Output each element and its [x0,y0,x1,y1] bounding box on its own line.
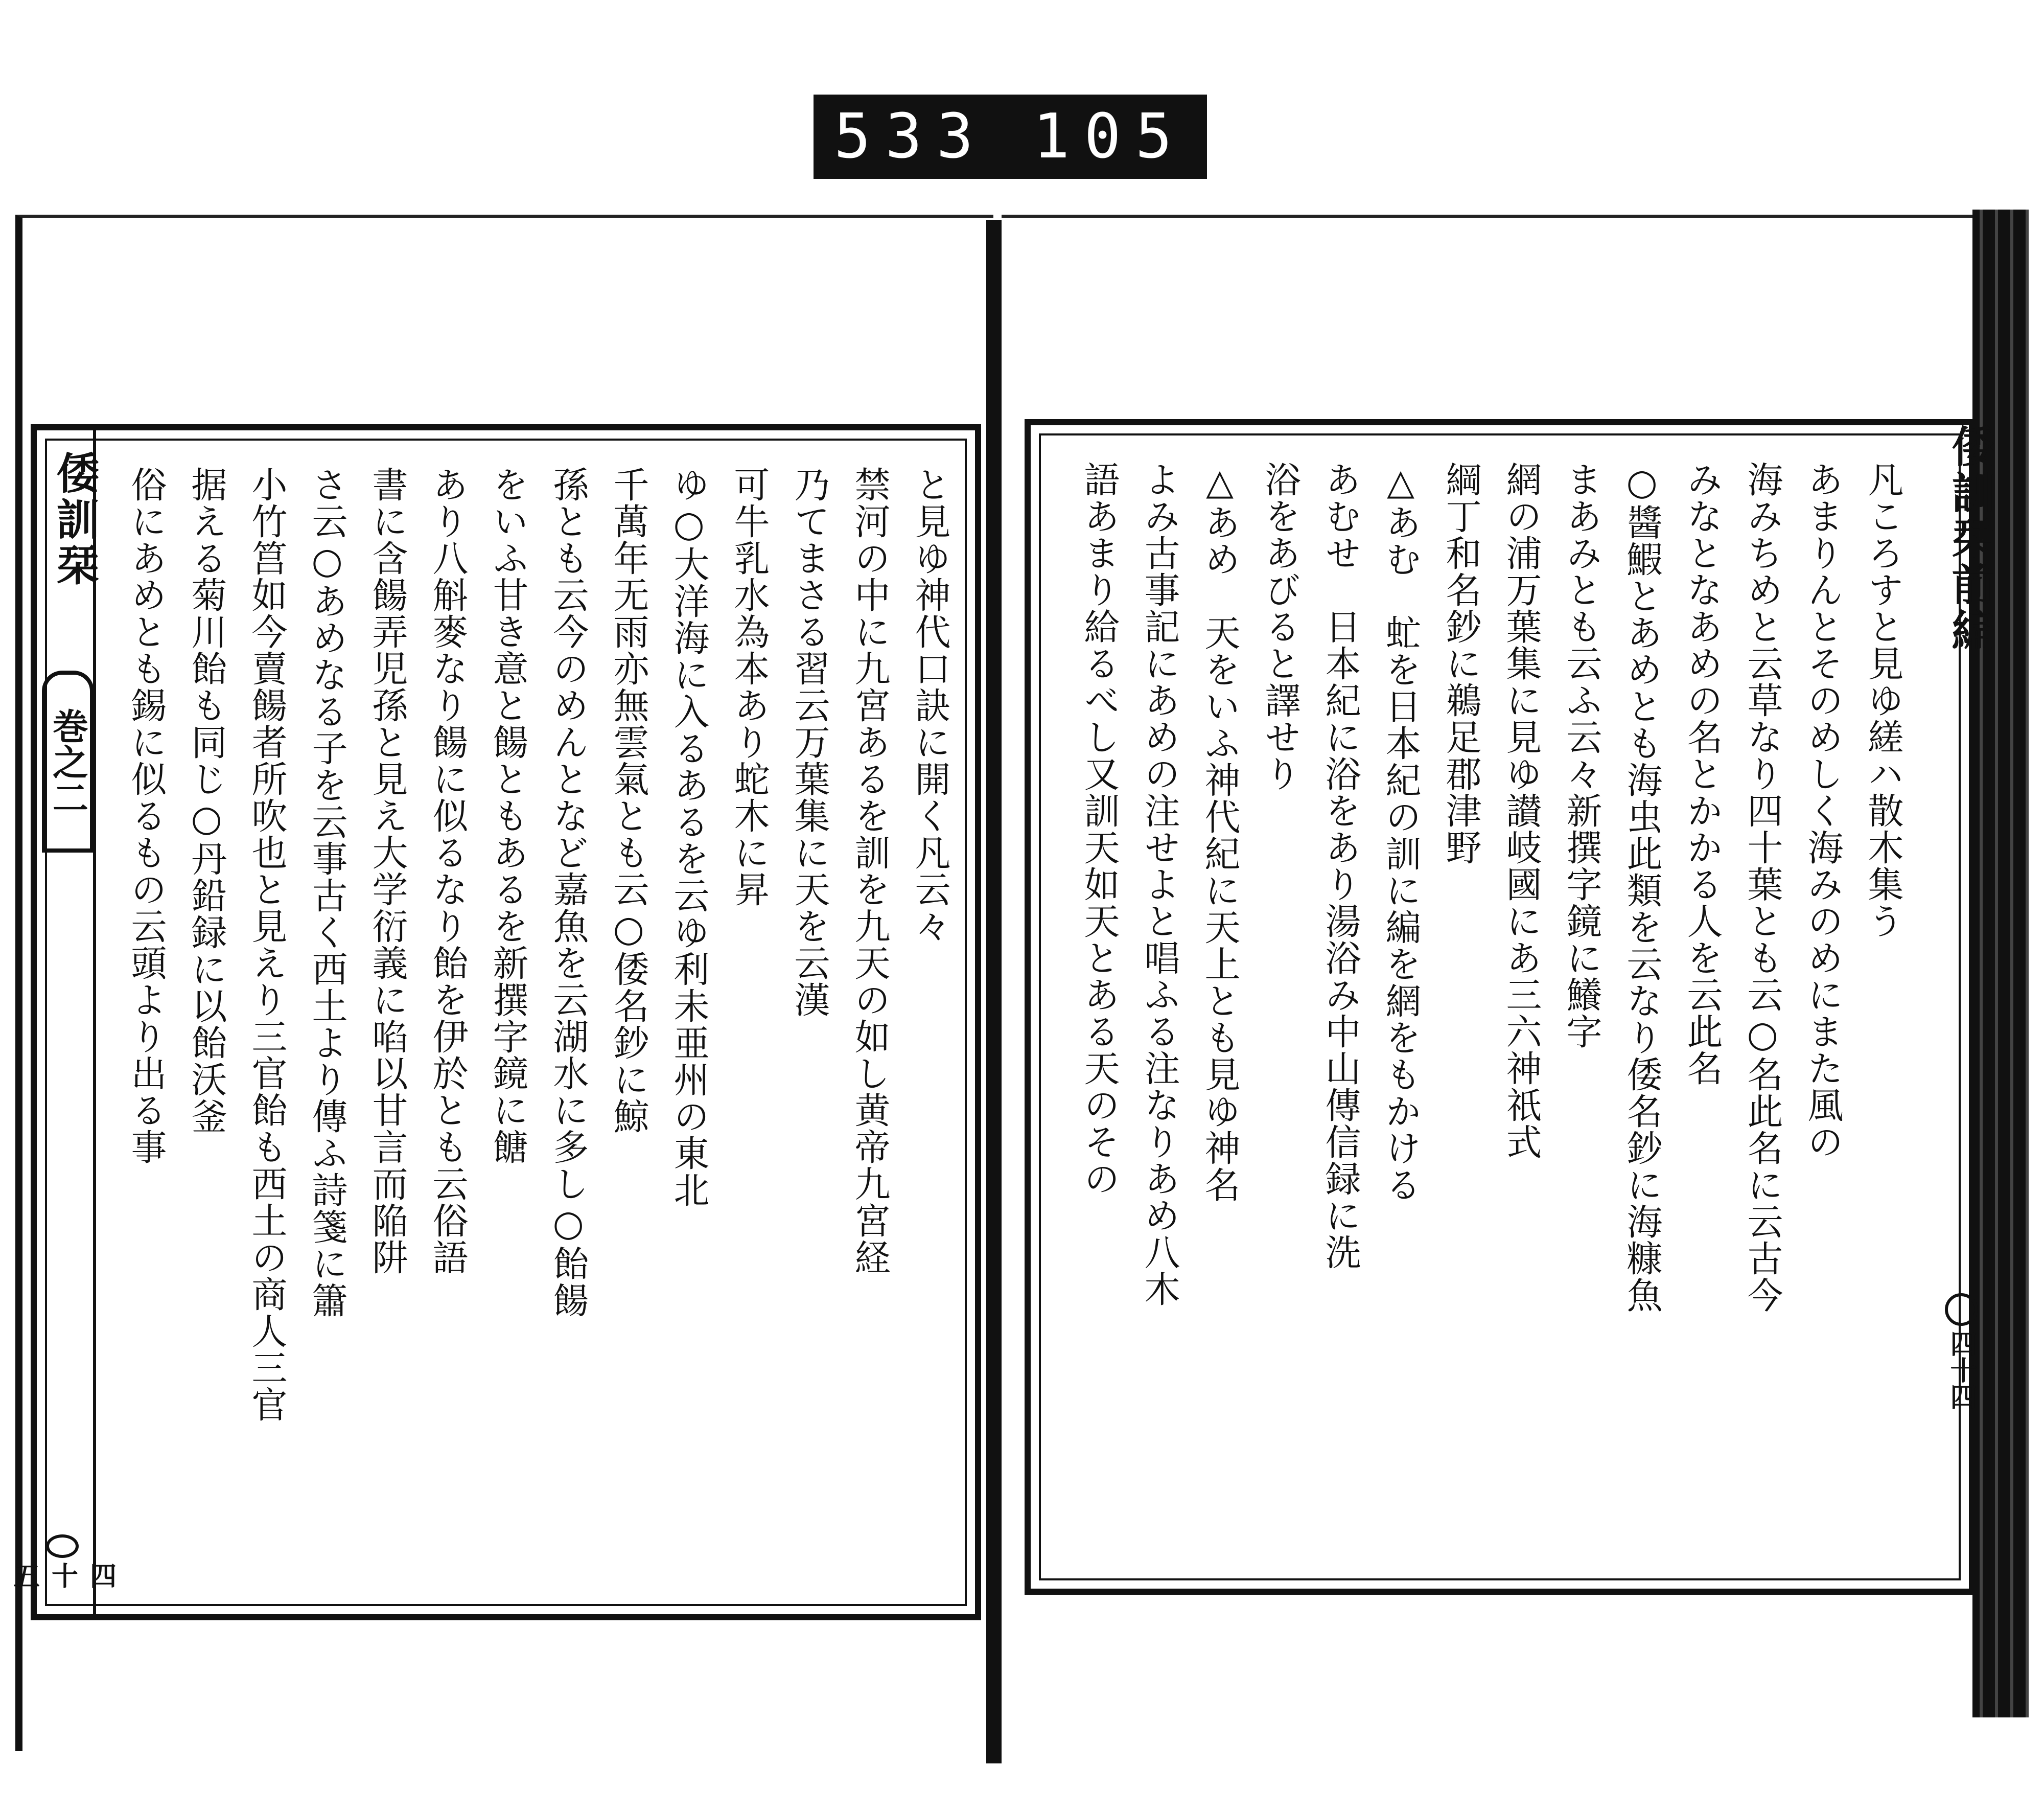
circle-mark-icon [46,1534,79,1558]
right-page-number-text: 四十四 [1945,1330,1977,1410]
text-column: 浴をあびると譯せり [1259,461,1301,792]
circle-mark-icon [1945,1293,1978,1326]
catalog-tag [814,95,1207,179]
text-column: 語あまり給るべし又訓天如天とある天のその [1078,461,1120,1197]
text-column: 凡ころすと見ゆ縒ハ散木集う [1862,461,1904,939]
catalog-number-left: 533 [834,101,988,172]
right-running-head: 倭訓栞前編 [1945,424,1995,654]
book-gutter [986,220,1002,1763]
text-column: 俗にあめとも錫に似るもの云頭より出る事 [125,466,167,1165]
text-column: と見ゆ神代口訣に開く凡云々 [909,466,951,945]
text-column: さ云○あめなる子を云事古く西土より傳ふ詩箋に簫 [306,466,348,1319]
text-column: △あむ 虻を日本紀の訓に編を網をもかける [1380,461,1422,1203]
text-column: まあみとも云ふ云々新撰字鏡に鱶字 [1561,461,1602,1050]
text-column: をいふ甘き意と餳ともあるを新撰字鏡に餹 [487,466,529,1165]
text-column: △あめ 天をいふ神代紀に天上とも見ゆ神名 [1199,461,1241,1203]
text-column: 綱丁和名鈔に鵜足郡津野 [1440,461,1482,866]
text-column: あまりんとそのめしく海みのめにまた風の [1802,461,1844,1160]
left-header-title: 倭訓栞 [50,451,100,589]
right-page-number [1942,1293,1980,1410]
left-page-frame [8,424,981,1620]
left-header-strip [8,430,117,1614]
text-column: 孫とも云今のめんとなど嘉魚を云湖水に多し○飴餳 [547,466,589,1319]
text-column: 乃てまさる習云万葉集に天を云漢 [788,466,830,1018]
text-column: あり八斛麥なり餳に似るなり飴を伊於とも云俗語 [427,466,469,1276]
catalog-number-right: 105 [1033,101,1187,172]
text-column: 海みちめと云草なり四十葉とも云○名此名に云古今 [1741,461,1783,1314]
text-column: 網の浦万葉集に見ゆ讃岐國にあ三六神祇式 [1500,461,1542,1160]
text-column: 書に含餳弄児孫と見え大学衍義に啗以甘言而陥阱 [366,466,408,1276]
left-text-columns [103,466,955,1594]
text-column: ゆ○大洋海に入るあるを云ゆ利未亜州の東北 [668,466,710,1208]
text-column: あむせ 日本紀に浴をあり湯浴み中山傳信録に洗 [1319,461,1361,1271]
left-header-volume: 巻之二 [42,671,94,853]
left-page-number-text: 四十五 [8,1562,117,1589]
text-column: よみ古事記にあめの注せよと唱ふる注なりあめ八木 [1139,461,1180,1307]
right-text-columns [1051,461,1908,1568]
text-column: 禁河の中に九宮あるを訓を九天の如し黄帝九宮経 [849,466,891,1276]
text-column: ○醬鰕とあめとも海虫此類を云なり倭名鈔に海糠魚 [1621,461,1663,1314]
text-column: 据える菊川飴も同じ○丹鉛録に以飴沃釜 [185,466,227,1135]
text-column: 小竹筥如今賣餳者所吹也と見えり三官飴も西土の商人三官 [246,466,288,1423]
text-column: みなとなあめの名とかかる人を云此名 [1681,461,1723,1087]
text-column: 可牛乳水為本あり蛇木に昇 [728,466,770,908]
right-page-frame [1025,419,1975,1595]
left-page-number [8,1534,117,1614]
text-column: 千萬年无雨亦無雲氣とも云○倭名鈔に鯨 [608,466,649,1135]
